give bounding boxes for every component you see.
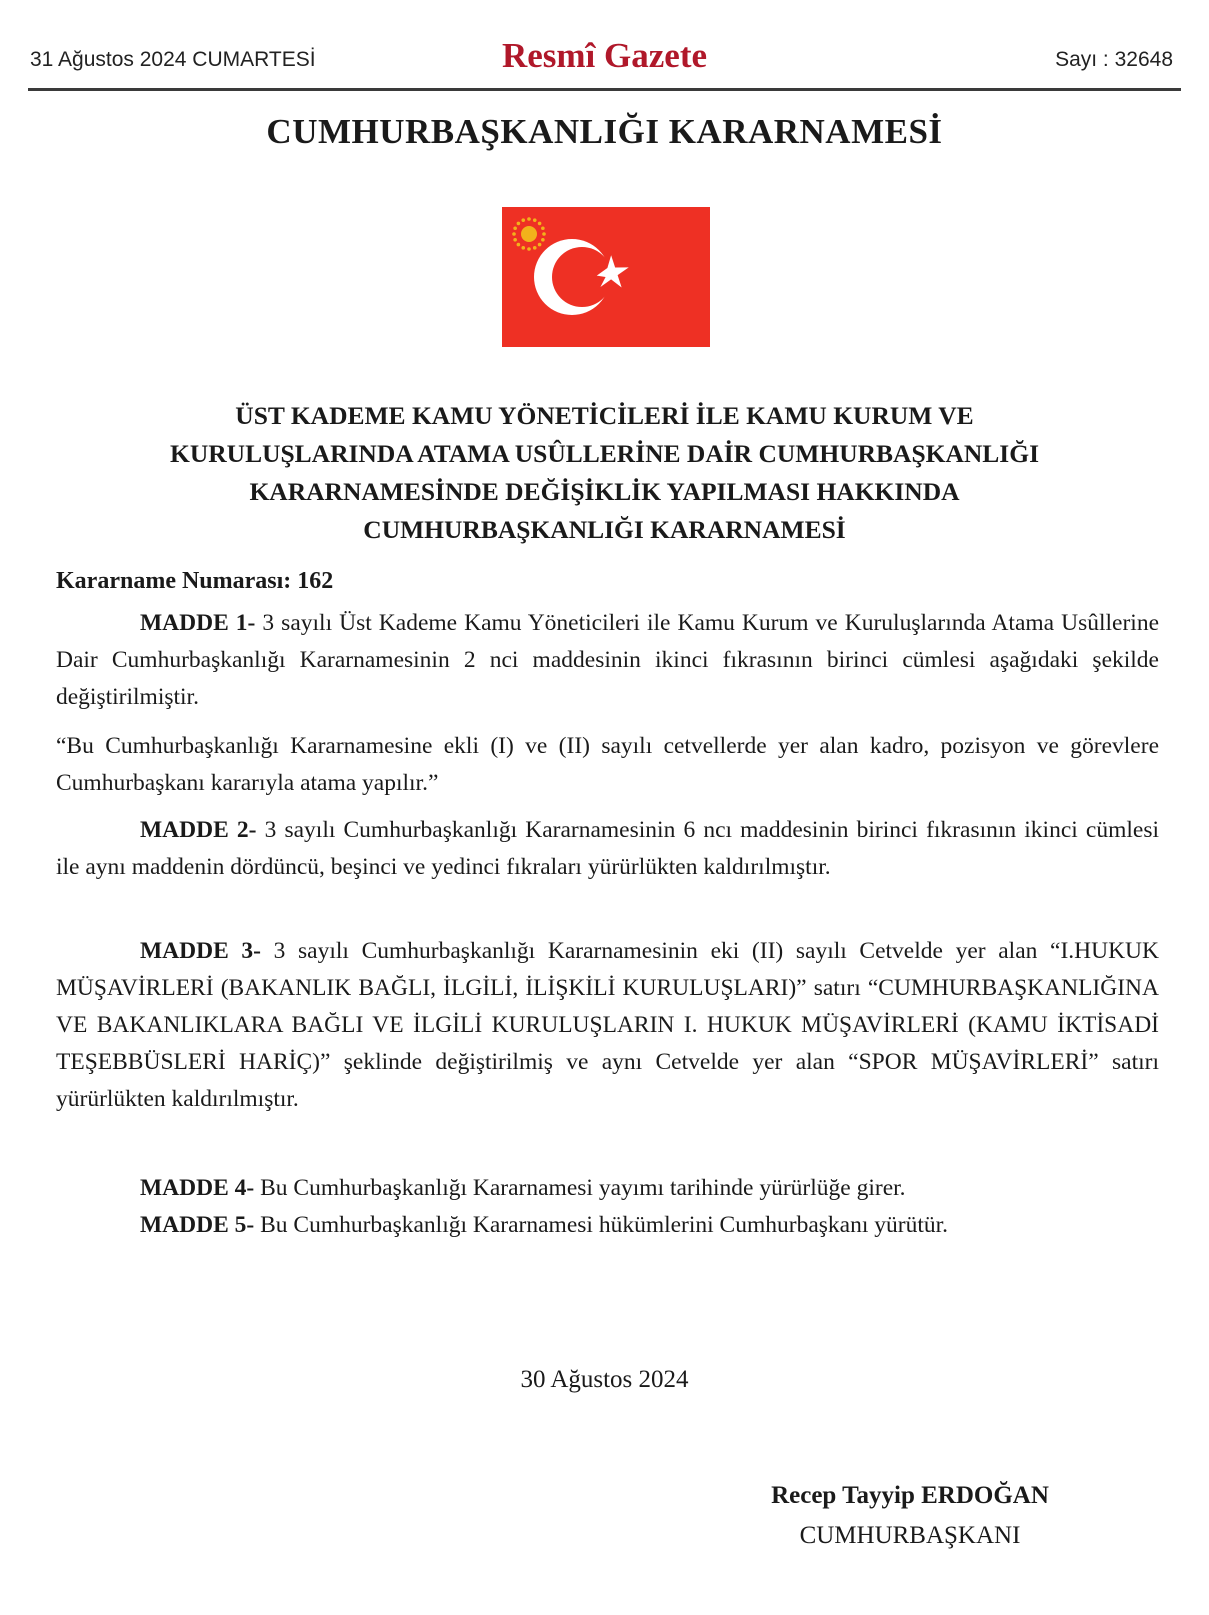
article-label: MADDE 2- (140, 817, 257, 843)
article-4 (56, 1170, 1159, 1207)
seal-star (542, 232, 546, 236)
seal-star (512, 232, 516, 236)
seal-star (538, 222, 542, 226)
seal-star (517, 222, 521, 226)
article-text: Bu Cumhurbaşkanlığı Kararnamesi hükümlerini Cumhurbaşkanı yürütür. (254, 1212, 949, 1238)
subject-line: CUMHURBAŞKANLIĞI KARARNAMESİ (363, 515, 846, 544)
article-2 (56, 812, 1159, 886)
seal-star (533, 246, 537, 250)
article-label: MADDE 3- (140, 938, 261, 964)
seal-star (513, 226, 517, 230)
seal-star (533, 218, 537, 222)
gazette-header (28, 34, 1181, 90)
signer-title: CUMHURBAŞKANI (799, 1522, 1021, 1549)
subject-line: ÜST KADEME KAMU YÖNETİCİLERİ İLE KAMU KURUM VE (235, 401, 974, 430)
gazette-title: Resmî Gazete (501, 36, 708, 75)
article-5 (56, 1207, 1159, 1244)
seal-star (527, 247, 531, 251)
decree-number: Kararname Numarası: 162 (56, 568, 334, 594)
header-divider (28, 88, 1181, 91)
seal-star (527, 217, 531, 221)
article-3 (56, 933, 1159, 1118)
article-1-quote (56, 728, 1159, 802)
seal-star (541, 226, 545, 230)
publication-date: 31 Ağustos 2024 CUMARTESİ (30, 48, 316, 71)
signature-block (700, 1482, 1120, 1550)
presidential-flag-icon (502, 207, 710, 347)
seal-star (517, 243, 521, 247)
article-1 (56, 605, 1159, 716)
decree-subject (60, 397, 1149, 549)
article-text: 3 sayılı Cumhurbaşkanlığı Kararnamesinin 6 ncı maddesinin birinci fıkrasının ikinci cümlesi ile aynı maddenin dördüncü, beşinci ve yedinci fıkraları yürürlükten kaldırılmıştır. (56, 817, 1159, 880)
article-text: 3 sayılı Cumhurbaşkanlığı Kararnamesinin eki (II) sayılı Cetvelde yer alan “I.HUKUK MÜŞAVİRLERİ (BAKANLIK BAĞLI, İLGİLİ, İLİŞKİLİ KURULUŞLARI)” satırı “CUMHURBAŞKANLIĞINA VE BAKANLIKLARA BAĞLI VE İLGİLİ KURULUŞLARIN I. HUKUK MÜŞAVİRLERİ (KAMU İKTİSADİ TEŞEBBÜSLERİ HARİÇ)” şeklinde değiştirilmiş ve aynı Cetvelde yer alan “SPOR MÜŞAVİRLERİ” satırı yürürlükten kaldırılmıştır. (56, 938, 1160, 1112)
article-text: Bu Cumhurbaşkanlığı Kararnamesi yayımı tarihinde yürürlüğe girer. (254, 1175, 906, 1201)
seal-star (521, 218, 525, 222)
article-text: 3 sayılı Üst Kademe Kamu Yöneticileri ile Kamu Kurum ve Kuruluşlarında Atama Usûllerine Dair Cumhurbaşkanlığı Kararnamesinin 2 nci maddesinin ikinci fıkrasının birinci cümlesi aşağıdaki şekilde değiştirilmiştir. (56, 610, 1160, 710)
seal-star (521, 246, 525, 250)
seal-star (538, 243, 542, 247)
seal-star (541, 238, 545, 242)
article-label: MADDE 4- (140, 1175, 255, 1201)
article-label: MADDE 1- (140, 610, 256, 636)
issue-number: Sayı : 32648 (1055, 48, 1173, 71)
signing-date: 30 Ağustos 2024 (520, 1366, 689, 1393)
document-type-heading: CUMHURBAŞKANLIĞI KARARNAMESİ (266, 112, 943, 151)
subject-line: KARARNAMESİNDE DEĞİŞİKLİK YAPILMASI HAKKINDA (249, 477, 960, 506)
article-label: MADDE 5- (140, 1212, 255, 1238)
article-text: “Bu Cumhurbaşkanlığı Kararnamesine ekli (I) ve (II) sayılı cetvellerde yer alan kadro, pozisyon ve görevlere Cumhurbaşkanı kararıyla atama yapılır.” (56, 733, 1159, 796)
subject-line: KURULUŞLARINDA ATAMA USÛLLERİNE DAİR CUMHURBAŞKANLIĞI (169, 439, 1039, 468)
seal-star (513, 238, 517, 242)
signer-name: Recep Tayyip ERDOĞAN (771, 1482, 1049, 1509)
